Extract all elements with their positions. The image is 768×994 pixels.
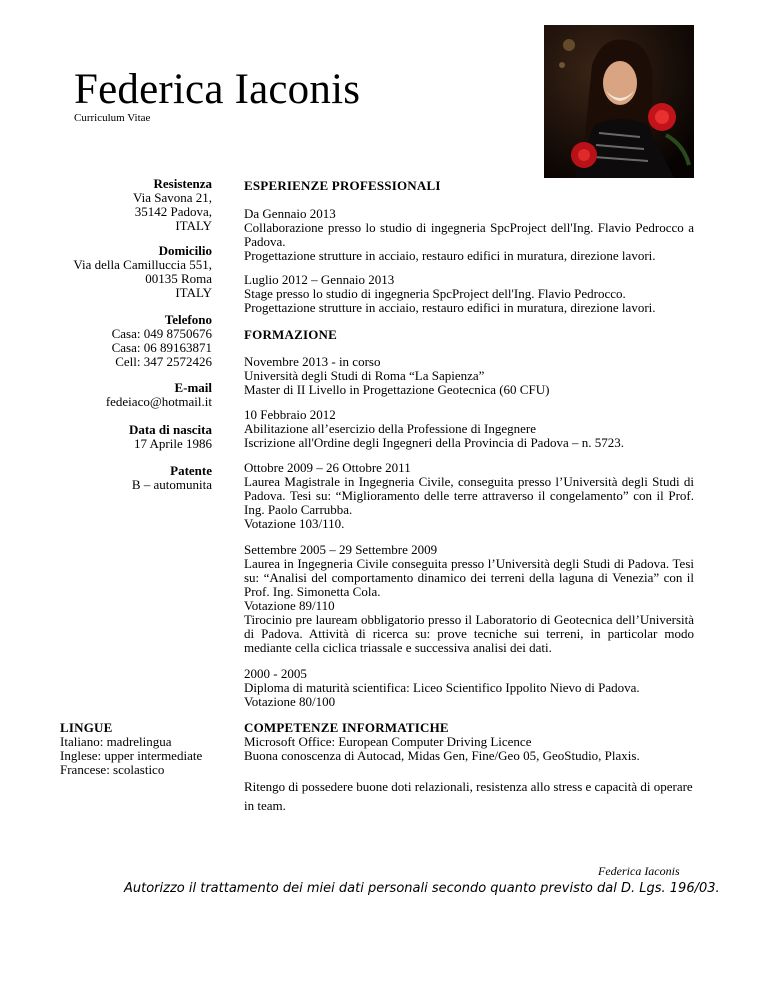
education-line: Tirocinio pre lauream obbligatorio presso il Laboratorio di Geotecnica dell’Università di Padova. Attività di ricerca su: prove tecniche sui terreni, in particolar modo mediante cella ciclica triassale e successiva analisi dei dati. — [244, 612, 694, 655]
birth-label: Data di nascita — [128, 422, 212, 437]
it-skills-block — [244, 721, 694, 763]
education-heading: FORMAZIONE — [244, 327, 337, 342]
it-skills-line: Buona conoscenza di Autocad, Midas Gen, Fine/Geo 05, GeoStudio, Plaxis. — [244, 748, 640, 763]
experience-item — [244, 207, 694, 263]
education-item — [244, 543, 694, 655]
experience-date: Da Gennaio 2013 — [244, 206, 336, 221]
experience-extra: Progettazione strutture in acciaio, restauro edifici in muratura, direzione lavori. — [244, 300, 656, 315]
email-value[interactable]: fedeiaco@hotmail.it — [105, 394, 212, 409]
languages-heading: LINGUE — [60, 720, 113, 735]
privacy-consent: Autorizzo il trattamento dei miei dati personali secondo quanto previsto dal D. Lgs. 196/03. — [124, 881, 720, 896]
language-item: Italiano: madrelingua — [60, 734, 172, 749]
education-line: Laurea in Ingegneria Civile conseguita presso l’Università degli Studi di Padova. Tesi su: “Analisi del comportamento dinamico dei terreni della laguna di Venezia” con il Prof. Ing. Simonetta Cola. — [244, 556, 694, 599]
signature: Federica Iaconis — [598, 864, 680, 878]
languages-block — [60, 721, 230, 777]
experience-heading: ESPERIENZE PROFESSIONALI — [244, 178, 441, 193]
phone-line: Casa: 06 89163871 — [111, 340, 212, 355]
education-date: Novembre 2013 - in corso — [244, 354, 381, 369]
page-title: Federica Iaconis — [74, 66, 361, 113]
it-skills-line: Microsoft Office: European Computer Driving Licence — [244, 734, 532, 749]
language-item: Inglese: upper intermediate — [60, 748, 203, 763]
experience-desc: Stage presso lo studio di ingegneria SpcProject dell'Ing. Flavio Pedrocco. — [244, 286, 626, 301]
education-item — [244, 408, 694, 450]
education-item — [244, 461, 694, 531]
residence-line: ITALY — [175, 218, 212, 233]
education-line: Votazione 103/110. — [244, 516, 345, 531]
license-label: Patente — [170, 463, 212, 478]
education-line: Diploma di maturità scientifica: Liceo Scientifico Ippolito Nievo di Padova. — [244, 680, 640, 695]
page-subtitle: Curriculum Vitae — [74, 112, 151, 124]
domicile-line: Via della Camilluccia 551, — [73, 257, 212, 272]
education-date: 10 Febbraio 2012 — [244, 407, 336, 422]
phone-line: Cell: 347 2572426 — [115, 354, 212, 369]
domicile-label: Domicilio — [158, 243, 212, 258]
residence-label: Resistenza — [153, 176, 212, 191]
experience-extra: Progettazione strutture in acciaio, restauro edifici in muratura, direzione lavori. — [244, 248, 656, 263]
phone-label: Telefono — [164, 312, 212, 327]
experience-date: Luglio 2012 – Gennaio 2013 — [244, 272, 395, 287]
email-block — [60, 381, 212, 409]
birth-value: 17 Aprile 1986 — [134, 436, 212, 451]
education-line: Laurea Magistrale in Ingegneria Civile, conseguita presso l’Università degli Studi di Padova. Tesi su: “Miglioramento delle terre attraverso il congelamento” con il Prof. Ing. Paolo Carrubba. — [244, 474, 694, 517]
domicile-line: 00135 Roma — [145, 271, 212, 286]
residence-line: 35142 Padova, — [134, 204, 212, 219]
language-item: Francese: scolastico — [60, 762, 165, 777]
license-block — [60, 464, 212, 492]
education-line: Votazione 89/110 — [244, 598, 335, 613]
profile-photo — [544, 25, 694, 178]
experience-desc: Collaborazione presso lo studio di ingegneria SpcProject dell'Ing. Flavio Pedrocco a Padova. — [244, 220, 694, 249]
residence-line: Via Savona 21, — [132, 190, 212, 205]
education-date: 2000 - 2005 — [244, 666, 307, 681]
education-line: Abilitazione all’esercizio della Professione di Ingegnere — [244, 421, 537, 436]
domicile-block — [60, 244, 212, 300]
experience-item — [244, 273, 694, 315]
it-skills-heading: COMPETENZE INFORMATICHE — [244, 720, 449, 735]
birth-block — [60, 423, 212, 451]
education-line: Università degli Studi di Roma “La Sapienza” — [244, 368, 485, 383]
soft-skills: Ritengo di possedere buone doti relazionali, resistenza allo stress e capacità di operare in team. — [244, 779, 693, 813]
education-line: Votazione 80/100 — [244, 694, 336, 709]
email-label: E-mail — [174, 380, 212, 395]
residence-block — [60, 177, 212, 233]
education-line: Iscrizione all'Ordine degli Ingegneri della Provincia di Padova – n. 5723. — [244, 435, 624, 450]
phone-block — [60, 313, 212, 369]
education-date: Settembre 2005 – 29 Settembre 2009 — [244, 542, 438, 557]
education-date: Ottobre 2009 – 26 Ottobre 2011 — [244, 460, 411, 475]
education-item — [244, 667, 694, 709]
license-value: B – automunita — [131, 477, 212, 492]
phone-line: Casa: 049 8750676 — [111, 326, 212, 341]
education-item — [244, 355, 694, 397]
education-line: Master di II Livello in Progettazione Geotecnica (60 CFU) — [244, 382, 550, 397]
domicile-line: ITALY — [175, 285, 212, 300]
